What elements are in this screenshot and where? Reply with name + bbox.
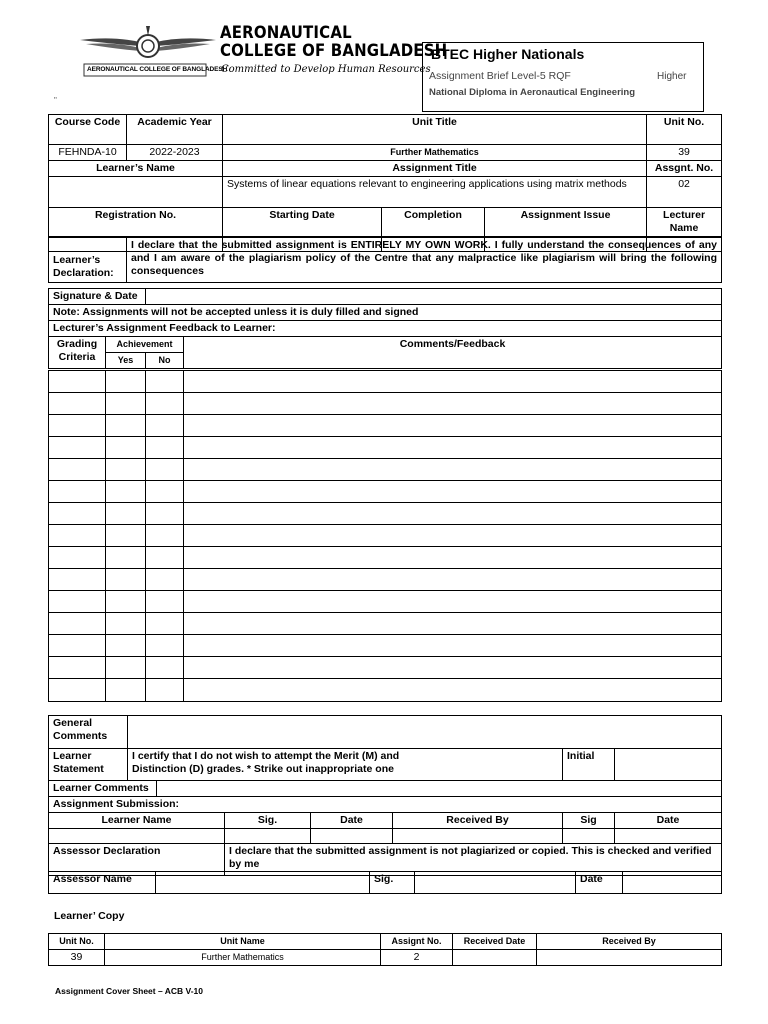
learner-comments-label: Learner Comments	[49, 781, 157, 797]
grading-criteria-cell[interactable]	[49, 569, 106, 591]
feedback-grid-row	[49, 459, 722, 481]
btec-higher: Higher	[657, 71, 687, 82]
comments-cell[interactable]	[184, 591, 722, 613]
btec-title: BTEC Higher Nationals	[431, 46, 585, 62]
learner-statement-label: Learner Statement	[49, 749, 128, 781]
sig-entry[interactable]	[225, 829, 311, 844]
grading-criteria-cell[interactable]	[49, 657, 106, 679]
feedback-grid-row	[49, 569, 722, 591]
feedback-grid-row	[49, 547, 722, 569]
comments-cell[interactable]	[184, 635, 722, 657]
copy-unit-name-value: Further Mathematics	[105, 950, 381, 966]
feedback-grid-row	[49, 613, 722, 635]
achievement-no-cell[interactable]	[146, 481, 184, 503]
achievement-no-cell[interactable]	[146, 415, 184, 437]
assgnt-no-value: 02	[647, 177, 722, 208]
btec-box	[422, 42, 704, 112]
achievement-no-cell[interactable]	[146, 371, 184, 393]
comments-cell[interactable]	[184, 547, 722, 569]
winged-emblem-icon	[78, 22, 218, 82]
assessor-date-field[interactable]	[623, 872, 722, 894]
unit-no-value: 39	[647, 145, 722, 161]
copy-received-by-header: Received By	[537, 934, 722, 950]
learner-copy-table	[48, 933, 722, 966]
achievement-no-cell[interactable]	[146, 679, 184, 702]
learner-copy-label: Learner’ Copy	[54, 910, 125, 922]
grading-criteria-cell[interactable]	[49, 503, 106, 525]
grading-criteria-cell[interactable]	[49, 437, 106, 459]
comments-cell[interactable]	[184, 393, 722, 415]
college-name	[220, 24, 447, 60]
grading-criteria-cell[interactable]	[49, 459, 106, 481]
received-by-col-header: Received By	[393, 813, 563, 829]
comments-cell[interactable]	[184, 679, 722, 702]
unit-title-header: Unit Title	[223, 115, 647, 145]
assessor-name-field[interactable]	[156, 872, 370, 894]
feedback-grid	[48, 370, 722, 702]
achievement-yes-cell[interactable]	[106, 591, 146, 613]
feedback-grid-row	[49, 503, 722, 525]
assessor-declaration-text: I declare that the submitted assignment is not plagiarized or copied. This is checked and verified by me	[225, 844, 722, 876]
college-name-line1: AERONAUTICAL	[220, 23, 352, 43]
feedback-grid-row	[49, 393, 722, 415]
comments-cell[interactable]	[184, 525, 722, 547]
assessor-sig-label: Sig.	[370, 872, 415, 894]
unit-no-header: Unit No.	[647, 115, 722, 145]
achievement-yes-cell[interactable]	[106, 415, 146, 437]
grading-criteria-cell[interactable]	[49, 547, 106, 569]
starting-date-header: Starting Date	[223, 208, 382, 237]
achievement-no-cell[interactable]	[146, 591, 184, 613]
assessor-date-label: Date	[576, 872, 623, 894]
feedback-grid-row	[49, 657, 722, 679]
achievement-no-cell[interactable]	[146, 393, 184, 415]
assignment-title-value: Systems of linear equations relevant to engineering applications using matrix methods	[223, 177, 647, 208]
assessor-declaration-label: Assessor Declaration	[49, 844, 225, 876]
assignment-title-header: Assignment Title	[223, 161, 647, 177]
assessor-sig-field[interactable]	[415, 872, 576, 894]
learner-name-field[interactable]	[49, 177, 223, 208]
learner-name-header: Learner’s Name	[49, 161, 223, 177]
course-code-value: FEHNDA-10	[49, 145, 127, 161]
comments-cell[interactable]	[184, 569, 722, 591]
general-comments-label: General Comments	[49, 716, 128, 749]
signature-date-field[interactable]	[146, 289, 722, 305]
achievement-yes-cell[interactable]	[106, 481, 146, 503]
sig2-entry[interactable]	[563, 829, 615, 844]
grading-criteria-cell[interactable]	[49, 591, 106, 613]
course-info-table	[48, 114, 722, 252]
btec-subtitle2: National Diploma in Aeronautical Engineering	[429, 87, 636, 98]
date2-entry[interactable]	[615, 829, 722, 844]
feedback-grid-row	[49, 481, 722, 503]
achievement-yes-cell[interactable]	[106, 459, 146, 481]
copy-unit-no-header: Unit No.	[49, 934, 105, 950]
copy-unit-name-header: Unit Name	[105, 934, 381, 950]
achievement-yes-cell[interactable]	[106, 635, 146, 657]
college-name-line2: COLLEGE OF BANGLADESH	[220, 41, 448, 61]
assignment-issue-header: Assignment Issue	[485, 208, 647, 237]
bottom-table	[48, 715, 722, 876]
btec-subtitle: Assignment Brief Level-5 RQF	[429, 70, 571, 82]
achievement-yes-cell[interactable]	[106, 657, 146, 679]
sig2-col-header: Sig	[563, 813, 615, 829]
date-col-header: Date	[311, 813, 393, 829]
comments-cell[interactable]	[184, 481, 722, 503]
registration-header: Registration No.	[49, 208, 223, 237]
course-code-header: Course Code	[49, 115, 127, 145]
feedback-grid-row	[49, 635, 722, 657]
achievement-no-cell[interactable]	[146, 635, 184, 657]
lecturer-name-header: Lecturer Name	[647, 208, 722, 237]
feedback-grid-row	[49, 437, 722, 459]
achievement-yes-cell[interactable]	[106, 547, 146, 569]
grading-criteria-cell[interactable]	[49, 481, 106, 503]
comments-header: Comments/Feedback	[184, 337, 722, 369]
comments-cell[interactable]	[184, 503, 722, 525]
achievement-yes-cell[interactable]	[106, 613, 146, 635]
grading-criteria-cell[interactable]	[49, 415, 106, 437]
comments-cell[interactable]	[184, 415, 722, 437]
achievement-no-cell[interactable]	[146, 525, 184, 547]
grading-criteria-header: Grading Criteria	[49, 337, 106, 369]
copy-received-by-field[interactable]	[537, 950, 722, 966]
footer-text: Assignment Cover Sheet – ACB V-10	[55, 986, 204, 996]
academic-year-value: 2022-2023	[127, 145, 223, 161]
achievement-yes-cell[interactable]	[106, 371, 146, 393]
achievement-yes-cell[interactable]	[106, 569, 146, 591]
date2-col-header: Date	[615, 813, 722, 829]
yes-header: Yes	[106, 353, 146, 369]
learner-declaration-table	[48, 237, 722, 283]
feedback-grid-row	[49, 591, 722, 613]
feedback-grid-row	[49, 415, 722, 437]
assgnt-no-header: Assgnt. No.	[647, 161, 722, 177]
signature-date-label: Signature & Date	[49, 289, 146, 305]
copy-assignt-no-header: Assignt No.	[381, 934, 453, 950]
assessor-sign-table	[48, 871, 722, 894]
general-comments-field[interactable]	[128, 716, 722, 749]
achievement-yes-cell[interactable]	[106, 393, 146, 415]
feedback-grid-row	[49, 371, 722, 393]
feedback-grid-row	[49, 679, 722, 702]
learner-statement-text: I certify that I do not wish to attempt the Merit (M) and Distinction (D) grades. * Strike out inappropriate one	[128, 749, 563, 781]
copy-unit-no-value: 39	[49, 950, 105, 966]
feedback-grid-row	[49, 525, 722, 547]
grading-criteria-cell[interactable]	[49, 393, 106, 415]
received-by-entry[interactable]	[393, 829, 563, 844]
achievement-yes-cell[interactable]	[106, 525, 146, 547]
grading-criteria-cell[interactable]	[49, 525, 106, 547]
learner-comments-field[interactable]	[157, 781, 722, 797]
achievement-no-cell[interactable]	[146, 459, 184, 481]
initial-field[interactable]	[615, 749, 722, 781]
copy-received-date-header: Received Date	[453, 934, 537, 950]
assessor-name-label: Assessor Name	[49, 872, 156, 894]
achievement-yes-cell[interactable]	[106, 503, 146, 525]
copy-assignt-no-value: 2	[381, 950, 453, 966]
lecturer-feedback-label: Lecturer’s Assignment Feedback to Learner:	[49, 321, 722, 337]
grading-criteria-cell[interactable]	[49, 635, 106, 657]
sig-col-header: Sig.	[225, 813, 311, 829]
stray-mark: "	[54, 96, 57, 105]
grading-criteria-cell[interactable]	[49, 371, 106, 393]
copy-received-date-field[interactable]	[453, 950, 537, 966]
logo-text: AERONAUTICAL COLLEGE OF BANGLADESH	[87, 66, 228, 73]
assignment-submission-label: Assignment Submission:	[49, 797, 722, 813]
achievement-no-cell[interactable]	[146, 503, 184, 525]
achievement-no-cell[interactable]	[146, 613, 184, 635]
comments-cell[interactable]	[184, 613, 722, 635]
comments-cell[interactable]	[184, 459, 722, 481]
no-header: No	[146, 353, 184, 369]
declaration-label: Learner’s Declaration:	[49, 238, 127, 283]
completion-header: Completion	[382, 208, 485, 237]
comments-cell[interactable]	[184, 371, 722, 393]
achievement-yes-cell[interactable]	[106, 437, 146, 459]
achievement-no-cell[interactable]	[146, 657, 184, 679]
college-tagline: Committed to Develop Human Resources	[221, 64, 431, 75]
achievement-yes-cell[interactable]	[106, 679, 146, 702]
unit-title-value: Further Mathematics	[223, 145, 647, 161]
comments-cell[interactable]	[184, 437, 722, 459]
date-entry[interactable]	[311, 829, 393, 844]
grading-criteria-cell[interactable]	[49, 613, 106, 635]
learner-name-col-header: Learner Name	[49, 813, 225, 829]
achievement-header: Achievement	[106, 337, 184, 353]
grading-criteria-cell[interactable]	[49, 679, 106, 702]
learner-name-entry[interactable]	[49, 829, 225, 844]
feedback-header-table	[48, 288, 722, 369]
achievement-no-cell[interactable]	[146, 569, 184, 591]
initial-label: Initial	[563, 749, 615, 781]
submission-note: Note: Assignments will not be accepted unless it is duly filled and signed	[49, 305, 722, 321]
academic-year-header: Academic Year	[127, 115, 223, 145]
achievement-no-cell[interactable]	[146, 437, 184, 459]
comments-cell[interactable]	[184, 657, 722, 679]
declaration-text: I declare that the submitted assignment is ENTIRELY MY OWN WORK. I fully understand the consequences of any and I am aware of the plagiarism policy of the Centre that any malpractice like plagiarism will bring the following consequences	[127, 238, 722, 283]
achievement-no-cell[interactable]	[146, 547, 184, 569]
